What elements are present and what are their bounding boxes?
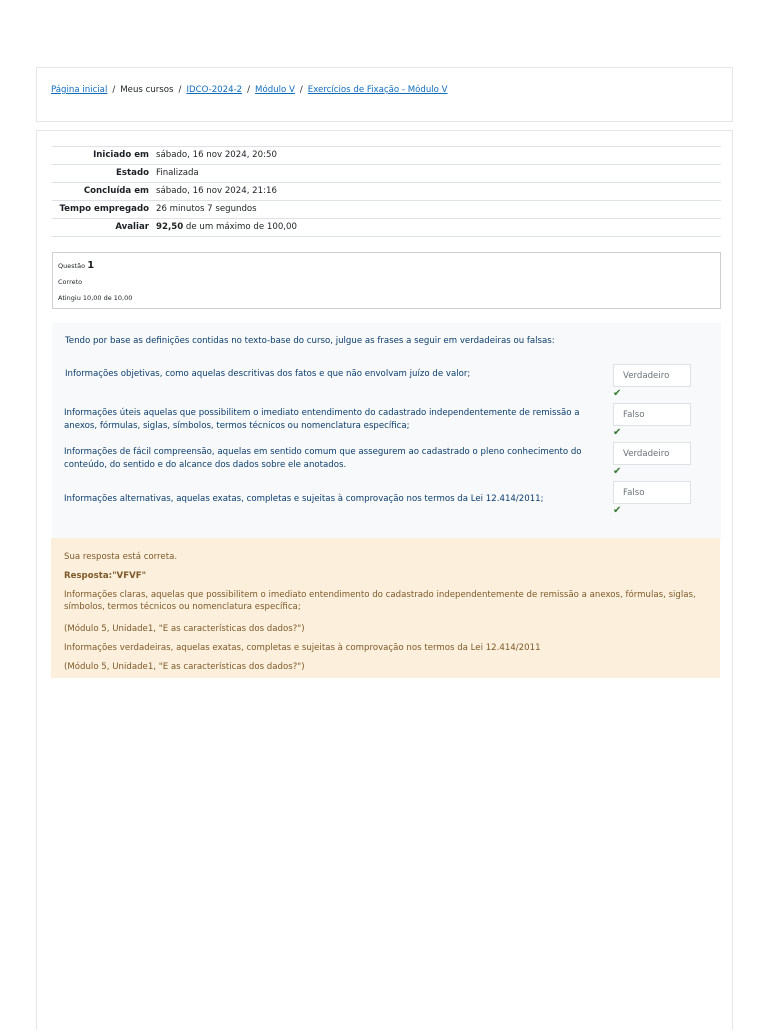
correct-check-icon: ✔ — [613, 466, 622, 477]
breadcrumb-activity-link[interactable]: Exercícios de Fixação - Módulo V — [307, 85, 448, 95]
feedback-line: (Módulo 5, Unidade1, "E as características dos dados?") — [64, 624, 305, 634]
summary-row — [52, 201, 721, 219]
summary-label: Estado — [52, 165, 156, 183]
feedback-line: (Módulo 5, Unidade1, "E as características dos dados?") — [64, 662, 305, 672]
breadcrumb-separator: / — [178, 85, 182, 95]
answer-select[interactable]: Verdadeiro — [613, 364, 691, 387]
breadcrumb-card — [36, 67, 733, 122]
question-item: Informações alternativas, aquelas exatas, completas e sujeitas à comprovação nos termos da Lei 12.414/2011; — [64, 494, 544, 504]
correct-check-icon: ✔ — [613, 388, 622, 399]
question-prefix: Questão — [58, 262, 86, 270]
summary-row — [52, 183, 721, 201]
feedback-line: Informações claras, aquelas que possibilitem o imediato entendimento do cadastrado independentemente de remissão a anexos, fórmulas, siglas, símbolos, termos técnicos ou nomenclatura específica; — [64, 590, 696, 612]
question-info-box — [52, 252, 721, 309]
breadcrumb-separator: / — [247, 85, 251, 95]
summary-row — [52, 165, 721, 183]
question-item: Informações objetivas, como aquelas descritivas dos fatos e que não envolvam juízo de valor; — [65, 369, 471, 379]
question-grade: Atingiu 10,00 de 10,00 — [58, 294, 133, 302]
breadcrumb-module-link[interactable]: Módulo V — [255, 85, 295, 95]
grade-value: 92,50 — [156, 222, 184, 232]
question-number — [58, 260, 94, 271]
feedback-answer: Resposta:"VFVF" — [64, 571, 147, 581]
summary-value: 26 minutos 7 segundos — [156, 201, 721, 219]
correct-check-icon: ✔ — [613, 505, 622, 516]
summary-row — [52, 219, 721, 237]
breadcrumb-separator: / — [299, 85, 303, 95]
grade-max: de um máximo de 100,00 — [183, 222, 297, 232]
breadcrumb-course-link[interactable]: IDCO-2024-2 — [186, 85, 243, 95]
breadcrumb-home-link[interactable]: Página inicial — [51, 85, 108, 95]
summary-label: Iniciado em — [52, 147, 156, 165]
breadcrumb-separator: / — [112, 85, 116, 95]
breadcrumb-my-courses: Meus cursos — [120, 85, 174, 95]
correct-check-icon: ✔ — [613, 427, 622, 438]
answer-controls-layer — [51, 322, 720, 538]
summary-value: sábado, 16 nov 2024, 20:50 — [156, 147, 721, 165]
feedback-line: Informações verdadeiras, aquelas exatas, completas e sujeitas à comprovação nos termos da Lei 12.414/2011 — [64, 643, 541, 653]
question-number-value: 1 — [87, 260, 95, 271]
summary-value: Finalizada — [156, 165, 721, 183]
summary-value: sábado, 16 nov 2024, 21:16 — [156, 183, 721, 201]
attempt-summary-table — [52, 146, 721, 237]
question-item: Informações de fácil compreensão, aquelas em sentido comum que assegurem ao cadastrado o pleno conhecimento do conteúdo, do sentido e do alcance dos dados sobre ele anotados. — [64, 447, 582, 470]
summary-label: Avaliar — [52, 219, 156, 237]
summary-value — [156, 219, 721, 237]
feedback-box — [51, 538, 720, 678]
feedback-correct: Sua resposta está correta. — [64, 552, 178, 562]
summary-row — [52, 147, 721, 165]
question-state: Correto — [58, 278, 83, 286]
answer-select[interactable]: Falso — [613, 481, 691, 504]
breadcrumb — [51, 85, 448, 95]
question-text: Tendo por base as definições contidas no texto-base do curso, julgue as frases a seguir em verdadeiras ou falsas: — [65, 336, 555, 346]
summary-label: Concluída em — [52, 183, 156, 201]
answer-select[interactable]: Verdadeiro — [613, 442, 691, 465]
answer-select[interactable]: Falso — [613, 403, 691, 426]
question-item: Informações úteis aquelas que possibilitem o imediato entendimento do cadastrado independentemente de remissão a anexos, fórmulas, siglas, símbolos, termos técnicos ou nomenclatura específica; — [64, 408, 580, 431]
summary-label: Tempo empregado — [52, 201, 156, 219]
